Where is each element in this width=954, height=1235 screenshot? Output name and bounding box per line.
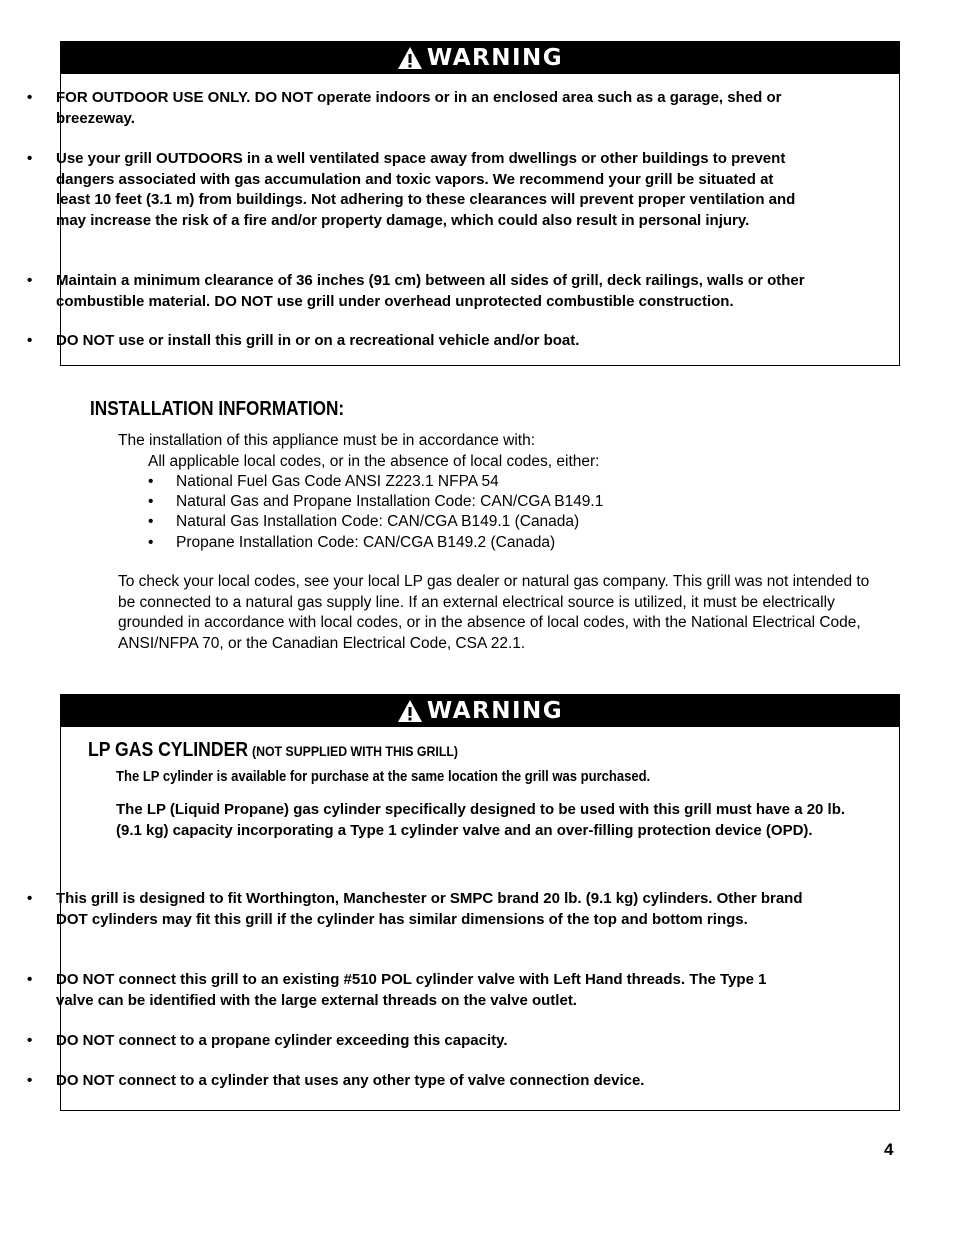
installation-heading: INSTALLATION INFORMATION: [90,398,345,420]
code-list-item: • Natural Gas and Propane Installation Code: CAN/CGA B149.1 [148,492,603,513]
warning-header [61,42,899,74]
warning-title: WARNING [426,697,564,724]
warning-triangle-icon [397,699,423,723]
warning-bullet: • Maintain a minimum clearance of 36 inches (91 cm) between all sides of grill, deck railings, walls or other combustible material. DO NOT use grill under overhead unprotected combustible construction. [27,271,807,312]
lp-availability-note: The LP cylinder is available for purchase at the same location the grill was purchased. [116,769,651,785]
warning-bullet: • FOR OUTDOOR USE ONLY. DO NOT operate indoors or in an enclosed area such as a garage, shed or breezeway. [27,88,807,129]
page-number: 4 [884,1140,894,1159]
lp-gas-cylinder-heading [88,739,458,762]
lp-cylinder-paragraph: The LP (Liquid Propane) gas cylinder specifically designed to be used with this grill must have a 20 lb. (9.1 kg) capacity incorporating a Type 1 cylinder valve and an over-filling protection device (OPD). [116,801,846,839]
code-list-item: • National Fuel Gas Code ANSI Z223.1 NFPA 54 [148,472,499,493]
local-codes-paragraph: To check your local codes, see your local LP gas dealer or natural gas company. This grill was not intended to be connected to a natural gas supply line. If an external electrical source is utilized, it must be electrically grounded in accordance with local codes, or in the absence of local codes, with the National Electrical Code, ANSI/NFPA 70, or the Canadian Electrical Code, CSA 22.1. [118,573,870,652]
warning-bullet: • DO NOT connect this grill to an existing #510 POL cylinder valve with Left Hand threads. The Type 1 valve can be identified with the large external threads on the valve outlet. [27,970,807,1011]
warning-title: WARNING [426,44,564,71]
lp-title: LP GAS CYLINDER [88,739,249,761]
warning-bullet: • Use your grill OUTDOORS in a well ventilated space away from dwellings or other buildings to prevent dangers associated with gas accumulation and toxic vapors. We recommend your grill be situated at least 10 feet (3.1 m) from buildings. Not adhering to these clearances will prevent proper ventilation and may increase the risk of a fire and/or property damage, which could also result in personal injury. [27,149,807,231]
warning-bullet: • DO NOT connect to a cylinder that uses any other type of valve connection device. [27,1071,807,1092]
warning-header [61,695,899,727]
installation-intro: The installation of this appliance must be in accordance with: [118,432,536,449]
warning-triangle-icon [397,46,423,70]
installation-sub-intro: All applicable local codes, or in the absence of local codes, either: [148,453,600,470]
warning-bullet: • DO NOT use or install this grill in or on a recreational vehicle and/or boat. [27,331,807,352]
warning-bullet: • This grill is designed to fit Worthington, Manchester or SMPC brand 20 lb. (9.1 kg) cylinders. Other brand DOT cylinders may fit this grill if the cylinder has similar dimensions of the top and bottom rings. [27,889,807,930]
warning-bullet: • DO NOT connect to a propane cylinder exceeding this capacity. [27,1031,807,1052]
code-list-item: • Natural Gas Installation Code: CAN/CGA B149.1 (Canada) [148,512,579,533]
code-list-item: • Propane Installation Code: CAN/CGA B149.2 (Canada) [148,533,555,554]
lp-subtitle: (NOT SUPPLIED WITH THIS GRILL) [251,743,458,759]
